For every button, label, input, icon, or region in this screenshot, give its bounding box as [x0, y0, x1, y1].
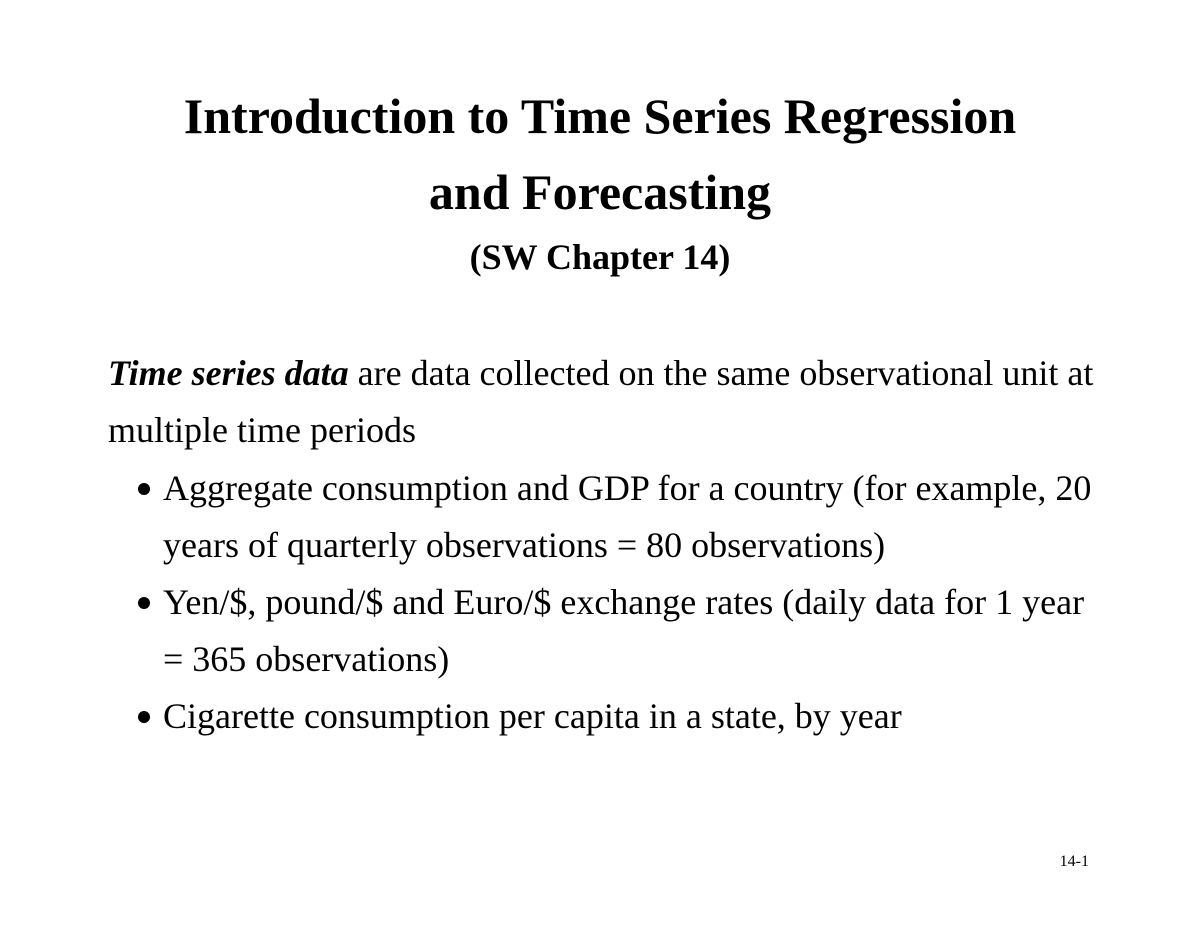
bullet-list	[136, 460, 1106, 745]
intro-text: are data collected on the same observational unit at multiple time periods	[108, 353, 1094, 450]
slide-subtitle: (SW Chapter 14)	[469, 237, 731, 277]
bullet-item	[136, 688, 1106, 745]
bullet-dot-icon	[138, 483, 150, 495]
bullet-dot-icon	[138, 597, 150, 609]
bullet-text: Cigarette consumption per capita in a state, by year	[163, 696, 902, 736]
bullet-item	[136, 460, 1106, 574]
bullet-item	[136, 574, 1106, 688]
page-number: 14-1	[1059, 853, 1089, 870]
slide-title-line-1: Introduction to Time Series Regression	[183, 88, 1017, 144]
slide-title-line-2: and Forecasting	[428, 164, 772, 220]
intro-term: Time series data	[108, 353, 349, 393]
bullet-text: Yen/$, pound/$ and Euro/$ exchange rates (daily data for 1 year = 365 observations)	[163, 582, 1085, 679]
bullet-dot-icon	[138, 711, 150, 723]
intro-paragraph	[108, 345, 1108, 459]
bullet-text: Aggregate consumption and GDP for a country (for example, 20 years of quarterly observations = 80 observations)	[163, 468, 1092, 565]
